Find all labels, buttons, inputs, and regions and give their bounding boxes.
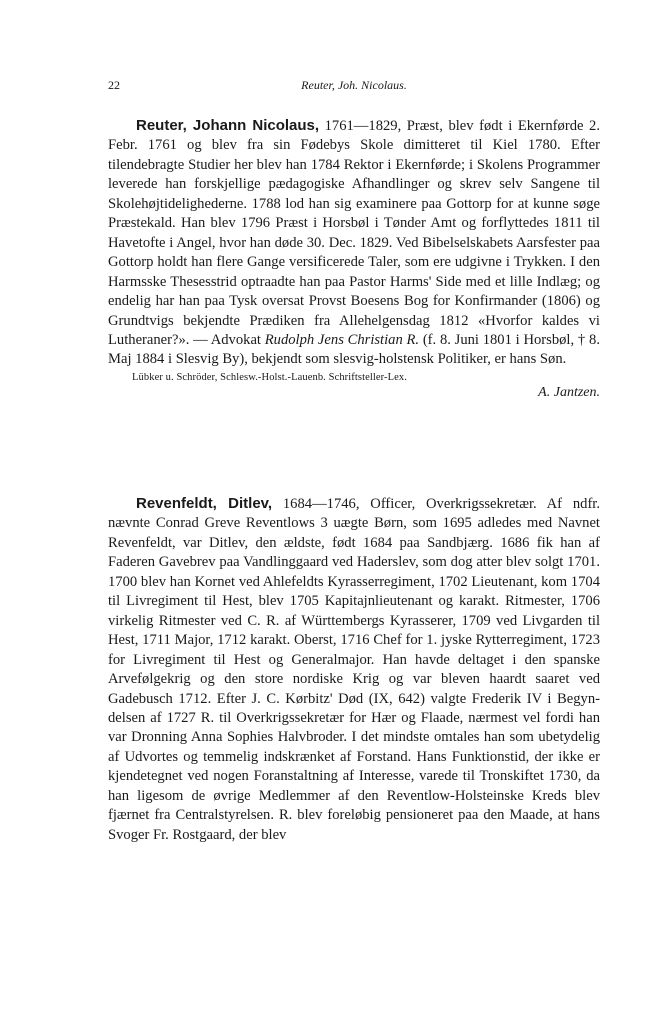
entry-text: 1684—1746, Officer, Overkrigssekretær. Af ndfr. nævnte Conrad Greve Reventlows 3 uægte Børn, som 1695 adledes med Navnet Revenfeldt, var Ditlev, den ældste, født 1684 paa Sandbjærg. 1686 fik han af Faderen Gavebrev paa Vandlinggaard ved Haderslev, som dog atter blev solgt 1701. 1700 blev han Kornet ved Ahlefeldts Kyrasserregiment, 1702 Lieutenant, kom 1704 til Livregiment til Hest, blev 1705 Kapitajnlieutenant og karakt. Ritmester, 1706 virkelig Ritmester ved C. R. af Württembergs Kyrasserer, 1709 ved Livgarden til Hest, 1711 Major, 1712 karakt. Oberst, 1716 Chef for 1. jyske Rytterregiment, 1723 for Livregiment til Hest og Generalmajor. Han havde deltaget i den spanske Arvefølgekrig og den store nordiske Krig og var bleven haardt saaret ved Gadebusch 1712. Efter J. C. Kørbitz' Død (IX, 642) valgte Frederik IV i Begyndelsen af 1727 R. til Overkrigssekretær for Hær og Flaade, nærmest vel fordi han var Dronning Anna Sophies Halvbroder. I det mindste omtales han som ubetydelig af Udvortes og temmelig indskrænket af Forstand. Hans Funktionstid, der ikke er kjendetegnet ved nogen Foranstaltning af Interesse, varede til Tronskiftet 1730, da han ligesom de øvrige Medlemmer af den Reventlow-Holsteinske Kreds blev fjærnet fra Centralstyrelsen. R. blev foreløbig pensioneret paa den Maade, at hans Svoger Fr. Rostgaard, der blev — [108, 496, 601, 843]
entry-body — [108, 494, 600, 845]
page-header — [108, 78, 600, 98]
entry-headword: Revenfeldt, Ditlev, — [136, 495, 273, 512]
son-name: Rudolph Jens Christian R. — [264, 331, 420, 348]
running-title: Reuter, Joh. Nicolaus. — [301, 78, 407, 92]
entry-headword: Reuter, Johann Nicolaus, — [136, 117, 320, 134]
entry-text-end: (f. 8. Juni 1801 i Horsbøl, † 8. Maj 1884 i Slesvig By), bekjendt som slesvig-holstensk Politiker, er hans Søn. — [108, 331, 600, 368]
entry-author: A. Jantzen. — [538, 384, 600, 400]
entry-reuter — [108, 116, 600, 401]
page-number: 22 — [108, 78, 120, 92]
entry-sources: Lübker u. Schröder, Schlesw.-Holst.-Lauenb. Schriftsteller-Lex. — [132, 371, 407, 383]
entry-revenfeldt — [108, 494, 600, 845]
entry-text-start: 1761—1829, Præst, blev født i Ekernførde 2. Febr. 1761 og blev fra sin Fødebys Skole dimitteret til Kiel 1780. Efter tilendebragte Studier her blev han 1784 Rektor i Ekernførde; i Skolens Programmer leverede han forskjellige pædagogiske Afhandlinger og skrev selv Sangene til Skolehøjtidelighederne. 1788 lod han sig examinere paa Gottorp for at kunne søge Præstekald. Han blev 1796 Præst i Horsbøl i Tønder Amt og forflyttedes 1811 til Havetofte i Angel, hvor han døde 30. Dec. 1829. Ved Bibelselskabets Aarsfester paa Gottorp holdt han flere Gange versificerede Taler, som ere udgivne i Trykken. I den Harmsske Thesesstrid optraadte han paa Pastor Harms' Side med et lille Indlæg; og endelig har han paa Tysk oversat Provst Boesens Bog for Konfirmander (1806) og Grundtvigs bekjendte Prædiken fra Allehelgensdag 1812 «Hvorfor kaldes vi Lutheraner?». — Advokat — [108, 118, 600, 348]
entry-body — [108, 116, 600, 370]
